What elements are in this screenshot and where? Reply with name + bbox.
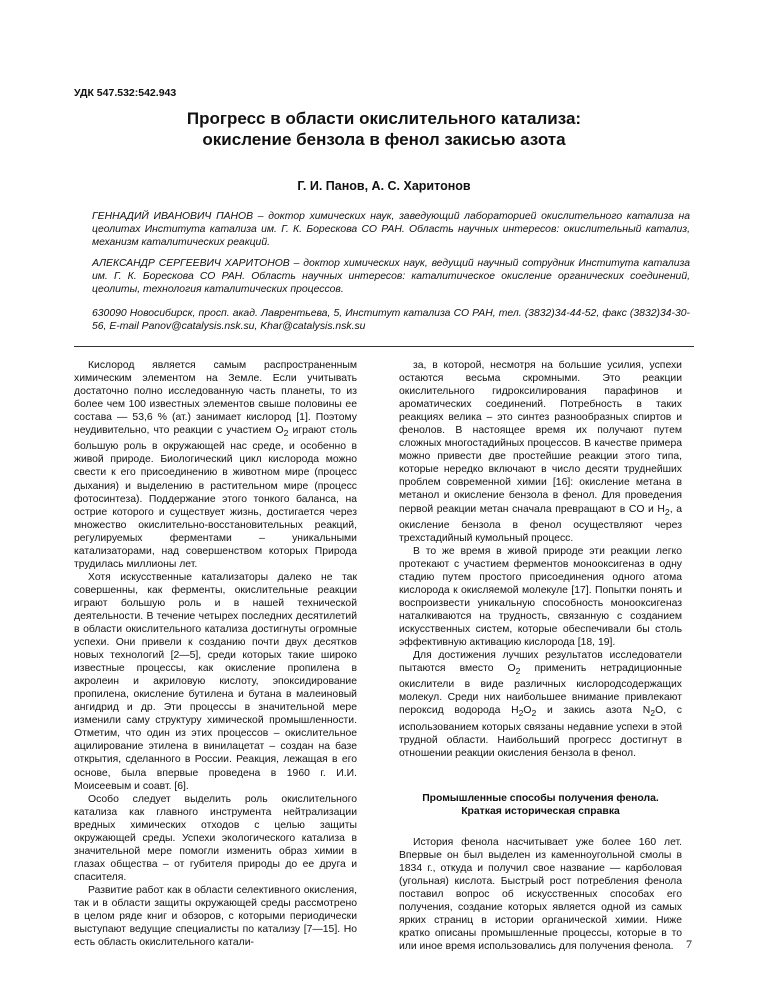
author-contacts: 630090 Новосибирск, просп. акад. Лаврентьева, 5, Институт катализа СО РАН, тел. (3832)34-44-52, факс (3832)34-30-56, E-mail Panov@catalysis.nsk.su, Khar@catalysis.nsk.su <box>92 308 690 333</box>
paragraph: В то же время в живой природе эти реакции легко протекают с участием ферментов монооксигеназ в одну стадию путем простого присоединения одного атома кислорода к окисляемой молекуле [17]. Попытки понять и воспроизвести уникальную способность монооксигеназ наталкиваются на трудность, связанную с созданием искусственных систем, которые обеспечивали бы столь эффективную активацию кислорода [18, 19]. <box>399 545 682 649</box>
author-bio-panov: ГЕННАДИЙ ИВАНОВИЧ ПАНОВ – доктор химических наук, заведующий лабораторией окислительного катализа на цеолитах Института катализа им. Г. К. Борескова СО РАН. Область научных интересов: окислительный катализ, механизм каталитических реакций. <box>92 211 690 249</box>
paragraph: за, в которой, несмотря на большие усилия, успехи остаются весьма скромными. Это реакции окислительного гидроксилирования парафинов и ароматических соединений. Потребность в таких реакциях велика – это синтез разнообразных спиртов и фенолов. В настоящее время их получают путем сложных многостадийных процессов. В качестве примера можно привести две простейшие реакции этого типа, которые нередко включают в число десяти труднейших проблем современной химии [16]: окисление метана в метанол и окисление бензола в фенол. Для проведения первой реакции метан сначала превращают в CO и $H_2$, а окисление бензола в фенол осуществляют через трехстадийный кумольный процесс. <box>399 360 682 544</box>
paragraph: Для достижения лучших результатов исследователи пытаются вместо $O_2$ применить нетрадиционные окислители в виде различных кислородсодержащих молекул. Среди них наибольшее внимание привлекают пероксид водорода $H_2O_2$ и закись азота $N_2O$, с использованием которых связаны недавние успехи в этой трудной области. Наибольший прогресс достигнут в отношении реакции окисления бензола в фенол. <box>399 650 683 759</box>
article-title <box>74 108 694 150</box>
paragraph: Хотя искусственные катализаторы далеко не так совершенны, как ферменты, окислительные реакции играют большую роль и в нашей технической деятельности. В течение четырех последних десятилетий в области окислительного катализа достигнуты огромные успехи. Они привели к созданию почти двух десятков новых технологий [2—5], среди которых такие широко известные процессы, как окисление пропилена в акролеин и акриловую кислоту, эпоксидирование пропилена, окисление бутилена и бутана в малеиновый ангидрид и др. Эти процессы в значительной мере изменили саму структуру химической промышленности. Отметим, что один из этих процессов – окислительное ацилирование этилена в винилацетат – создан на базе открытия, сделанного в России. Реакция, лежащая в его основе, была впервые проведена в 1960 г. И.И. Моисеевым и соавт. [6]. <box>74 571 357 792</box>
page-number: 7 <box>686 937 692 951</box>
author-bio-kharitonov: АЛЕКСАНДР СЕРГЕЕВИЧ ХАРИТОНОВ – доктор химических наук, ведущий научный сотрудник Института катализа им. Г. К. Борескова СО РАН. Область научных интересов: каталитическое окисление органических соединений, цеолиты, технология каталитических процессов. <box>92 258 690 296</box>
title-line-2: окисление бензола в фенол закисью азота <box>202 130 566 149</box>
title-line-1: Прогресс в области окислительного катализа: <box>186 109 582 128</box>
left-column <box>74 359 357 949</box>
section-heading: Промышленные способы получения фенола. Краткая историческая справка <box>422 792 659 817</box>
paragraph: История фенола насчитывает уже более 160 лет. Впервые он был выделен из каменноугольной смолы в 1834 г., откуда и получил свое название — карболовая (угольная) кислота. Быстрый рост потребления фенола поставил вопрос об искусственных способах его получения, создание которых является одной из самых ярких страниц в истории органической химии. Ниже кратко описаны промышленные процессы, которые в то или иное время использовались для получения фенола. <box>399 836 682 953</box>
paragraph: Кислород является самым распространенным химическим элементом на Земле. Если учитывать достаточно полно исследованную часть планеты, то из более чем 100 известных элементов свыше половины ее состава — 53,6 % (ат.) занимает кислород [1]. Поэтому неудивительно, что реакции с участием $O_2$ играют столь большую роль в окружающей нас среде, и особенно в живой природе. Биологический цикл кислорода можно свести к его присоединению в животном мире (процесс дыхания) и выделению в растительном мире (процесс фотосинтеза). Поддержание этого тонкого баланса, на острие которого и существует жизнь, достигается через множество окислительно-восстановительных реакций, регулируемых ферментами – уникальными катализаторами, над совершенством которых Природа трудилась миллионы лет. <box>74 360 357 570</box>
right-column <box>399 359 682 953</box>
paragraph: Особо следует выделить роль окислительного катализа как главного инструмента нейтрализации вредных химических отходов с целью защиты окружающей среды. Успехи экологического катализа в значительной мере помогли изменить образ химии в глазах общества – от губителя природы до ее друга и спасителя. <box>74 793 357 883</box>
paragraph: Развитие работ как в области селективного окисления, так и в области защиты окружающей среды рассмотрено в целом ряде книг и обзоров, с которыми периодически выступают ведущие специалисты по катализу [7—15]. Но есть область окислительного катали- <box>74 884 357 949</box>
authors: Г. И. Панов, А. С. Харитонов <box>297 179 471 193</box>
udk-code: УДК 547.532:542.943 <box>74 87 177 99</box>
header-divider <box>74 346 694 347</box>
